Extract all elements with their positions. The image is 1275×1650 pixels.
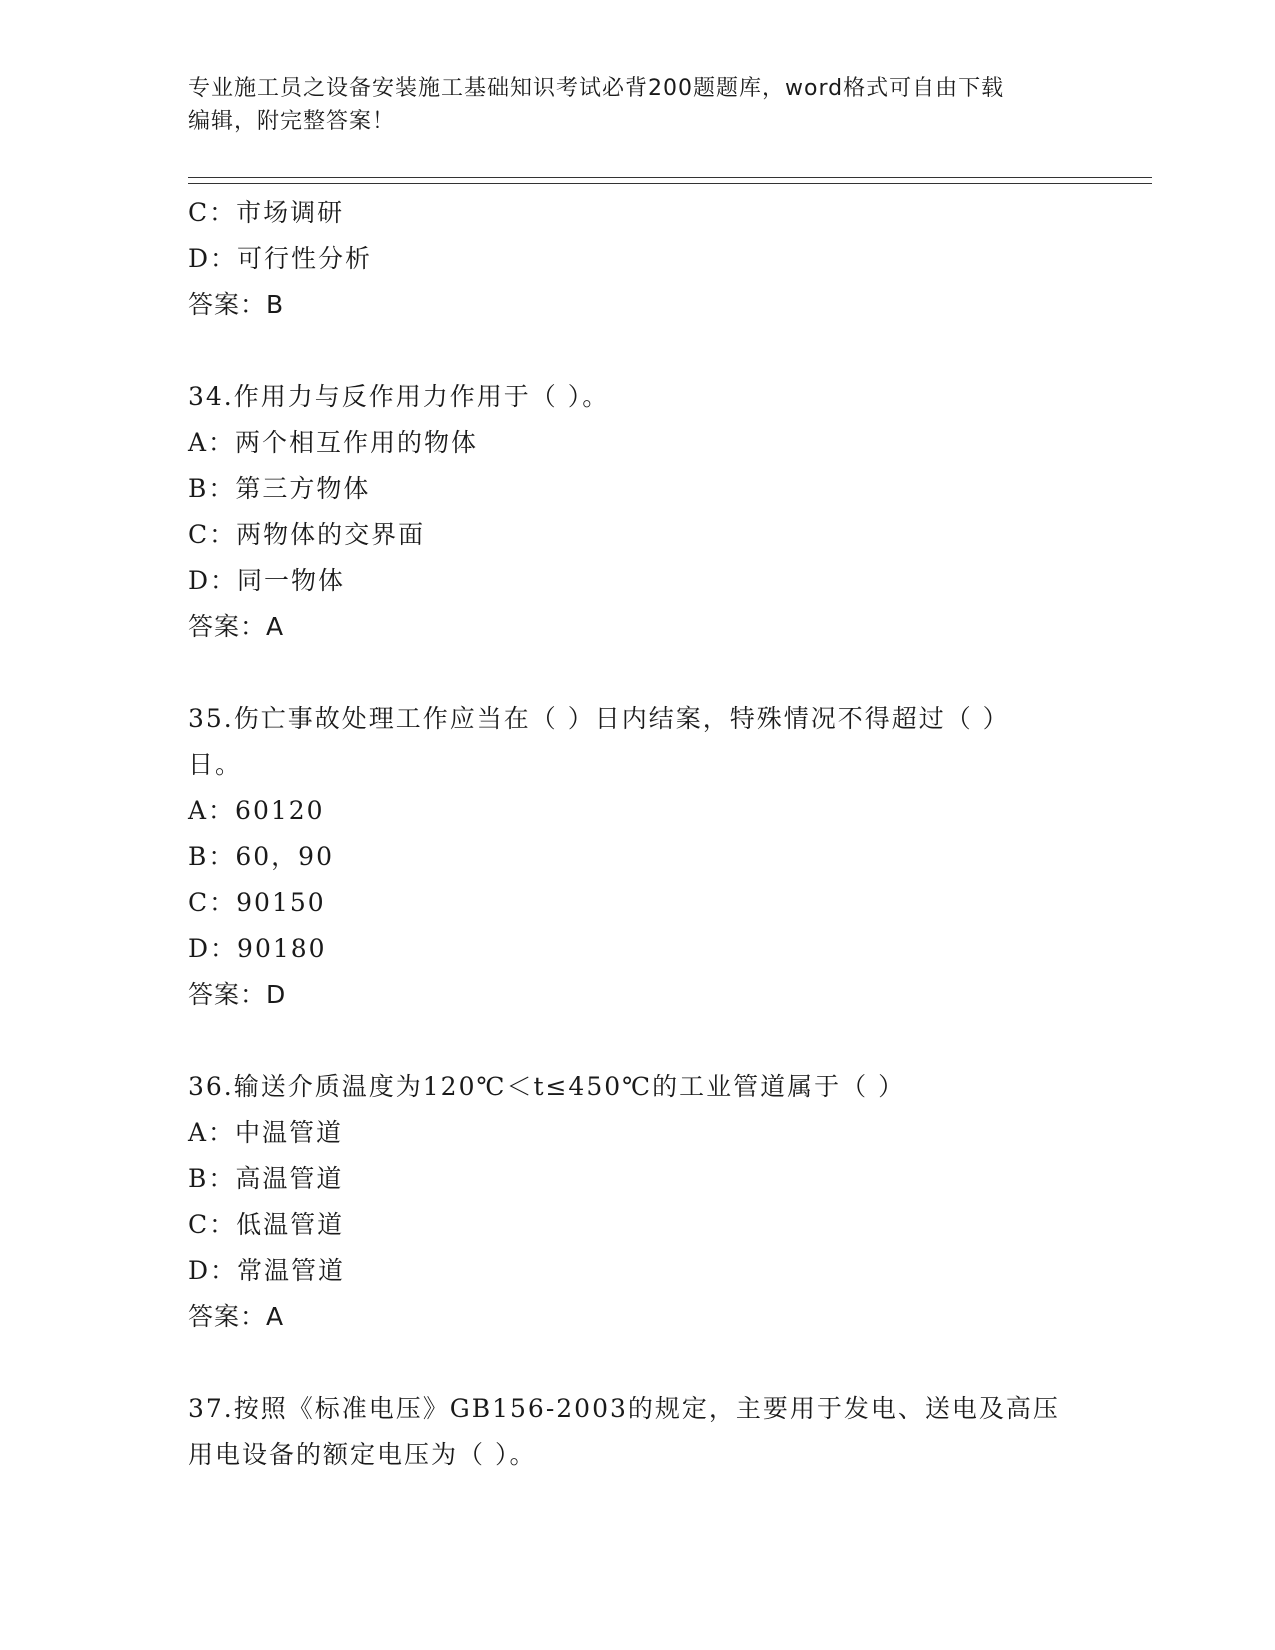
answer-line: 答案：A bbox=[188, 1302, 285, 1331]
spacer bbox=[188, 328, 1088, 374]
option-c: C：市场调研 bbox=[188, 198, 345, 227]
option-c: C：低温管道 bbox=[188, 1210, 345, 1239]
header-title-line-2: 编辑，附完整答案！ bbox=[188, 109, 396, 134]
option-d: D：常温管道 bbox=[188, 1256, 346, 1285]
answer-line: 答案：B bbox=[188, 290, 285, 319]
option-c: C：两物体的交界面 bbox=[188, 520, 426, 549]
answer-line: 答案：D bbox=[188, 980, 287, 1009]
option-b: B：第三方物体 bbox=[188, 474, 371, 503]
option-a: A：中温管道 bbox=[188, 1118, 344, 1147]
answer-line: 答案：A bbox=[188, 612, 285, 641]
question-35 bbox=[188, 696, 1088, 1018]
spacer bbox=[188, 650, 1088, 696]
document-header bbox=[188, 72, 1088, 138]
question-stem: 34.作用力与反作用力作用于（ ）。 bbox=[188, 382, 610, 411]
question-list bbox=[188, 190, 1088, 1478]
question-34 bbox=[188, 374, 1088, 650]
option-d: D：90180 bbox=[188, 934, 327, 963]
question-37 bbox=[188, 1386, 1088, 1478]
option-d: D：可行性分析 bbox=[188, 244, 373, 273]
option-c: C：90150 bbox=[188, 888, 326, 917]
question-stem: 37.按照《标准电压》GB156-2003的规定，主要用于发电、送电及高压 bbox=[188, 1394, 1060, 1423]
question-stem: 36.输送介质温度为120℃＜t≤450℃的工业管道属于（ ） bbox=[188, 1072, 906, 1101]
option-b: B：60，90 bbox=[188, 842, 334, 871]
spacer bbox=[188, 1340, 1088, 1386]
question-stem-continued: 用电设备的额定电压为（ ）。 bbox=[188, 1440, 537, 1469]
question-stem-continued: 日。 bbox=[188, 750, 243, 779]
header-title-line-1: 专业施工员之设备安装施工基础知识考试必背200题题库，word格式可自由下载 bbox=[188, 76, 1005, 101]
question-36 bbox=[188, 1064, 1088, 1340]
header-divider-bottom bbox=[188, 183, 1152, 184]
option-b: B：高温管道 bbox=[188, 1164, 344, 1193]
question-33-continued bbox=[188, 190, 1088, 328]
option-d: D：同一物体 bbox=[188, 566, 346, 595]
question-stem: 35.伤亡事故处理工作应当在（ ）日内结案，特殊情况不得超过（ ） bbox=[188, 704, 1010, 733]
option-a: A：两个相互作用的物体 bbox=[188, 428, 479, 457]
spacer bbox=[188, 1018, 1088, 1064]
header-divider-top bbox=[188, 177, 1152, 178]
option-a: A：60120 bbox=[188, 796, 325, 825]
